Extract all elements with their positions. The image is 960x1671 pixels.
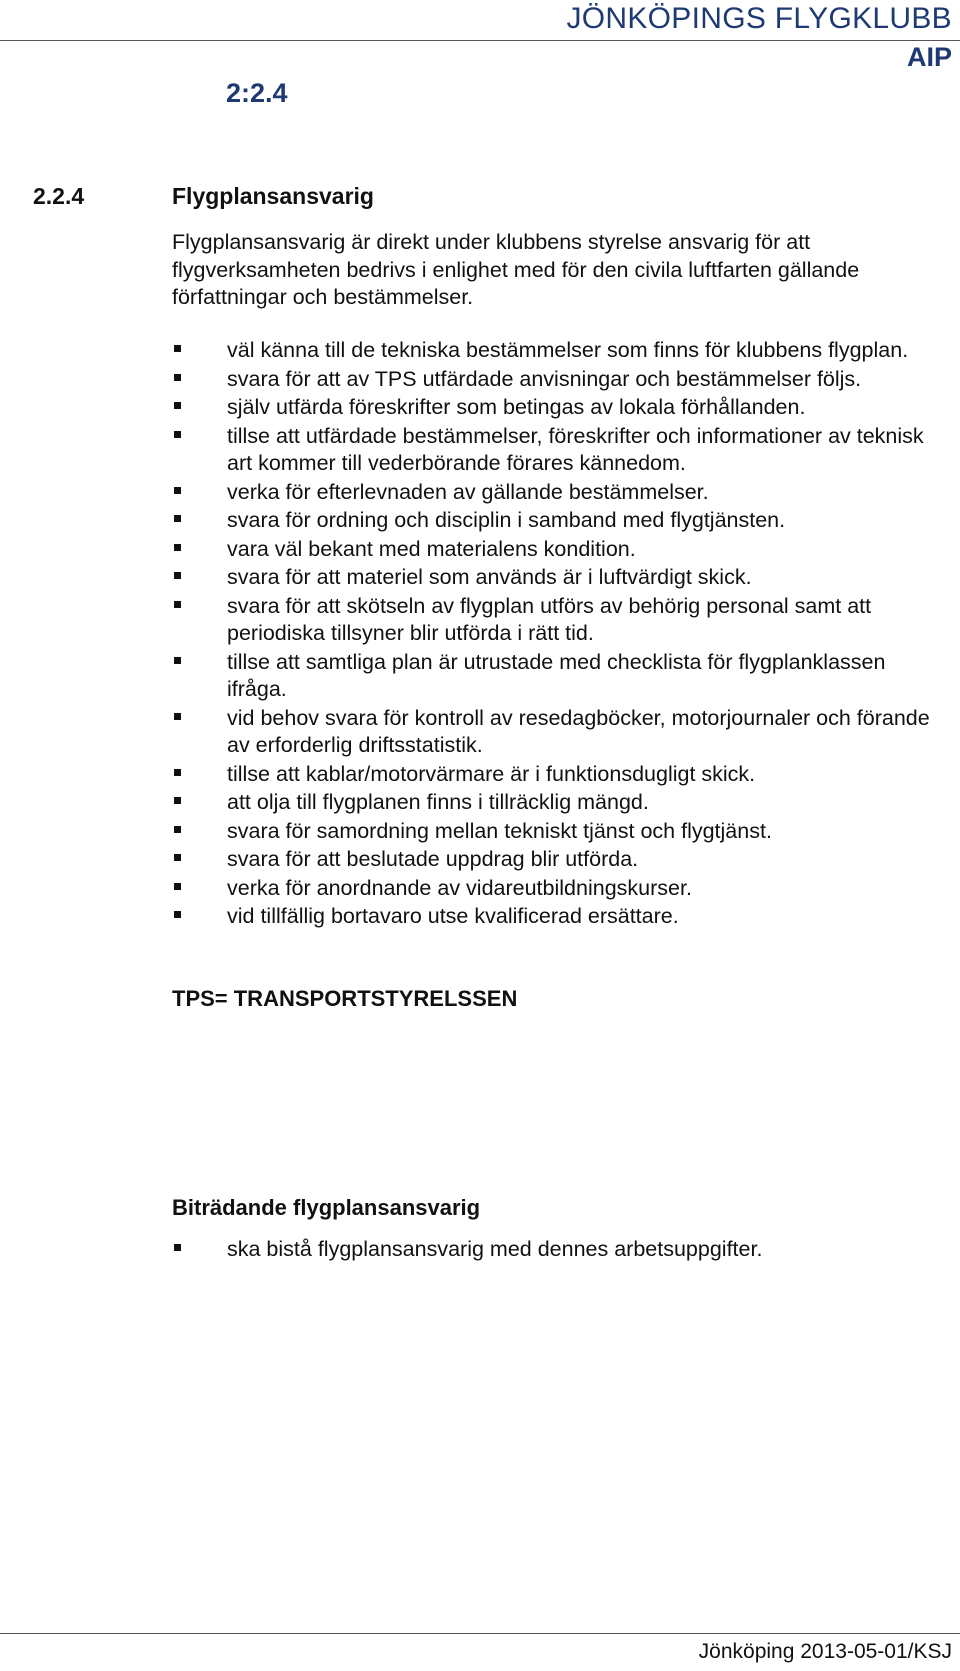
list-item xyxy=(172,705,942,760)
list-item xyxy=(172,761,942,789)
section-number: 2.2.4 xyxy=(33,183,85,209)
section-title: Flygplansansvarig xyxy=(172,183,374,209)
list-item-text: att olja till flygplanen finns i tillräcklig mängd. xyxy=(227,790,649,814)
list-item xyxy=(172,789,942,817)
list-item xyxy=(172,366,942,394)
organization-name: JÖNKÖPINGS FLYGKLUBB xyxy=(566,2,952,35)
list-item xyxy=(172,818,942,846)
list-item xyxy=(172,423,942,478)
footer-divider xyxy=(0,1633,960,1634)
document-code: AIP xyxy=(906,42,952,72)
list-item-text: verka för anordnande av vidareutbildningskurser. xyxy=(227,875,692,900)
list-item-text: svara för att skötseln av flygplan utförs av behörig personal samt att periodiska tillsyner blir utförda i rätt tid. xyxy=(227,593,872,645)
list-item-text: svara för att materiel som används är i luftvärdigt skick. xyxy=(227,565,752,589)
list-item xyxy=(172,1236,942,1264)
deputy-heading: Biträdande flygplansansvarig xyxy=(172,1195,481,1220)
list-item-text: vid tillfällig bortavaro utse kvalificerad ersättare. xyxy=(227,904,679,928)
square-bullet-icon xyxy=(174,601,181,608)
list-item-text: vara väl bekant med materialens kondition. xyxy=(227,536,636,561)
list-item xyxy=(172,564,942,592)
header-divider xyxy=(0,40,960,41)
list-item xyxy=(172,507,942,535)
square-bullet-icon xyxy=(174,826,181,833)
list-item xyxy=(172,875,942,903)
section-intro-paragraph: Flygplansansvarig är direkt under klubbens styrelse ansvarig för att flygverksamheten bedrivs i enlighet med för den civila luftfarten gällande författningar och bestämmelser. xyxy=(172,230,860,309)
list-item xyxy=(172,649,942,704)
list-item-text: svara för samordning mellan tekniskt tjänst och flygtjänst. xyxy=(227,818,772,843)
square-bullet-icon xyxy=(174,911,181,918)
list-item-text: ska bistå flygplansansvarig med dennes arbetsuppgifter. xyxy=(227,1237,763,1261)
page-number: 2:2.4 xyxy=(226,78,288,108)
list-item xyxy=(172,846,942,874)
list-item xyxy=(172,903,942,931)
square-bullet-icon xyxy=(174,713,181,720)
square-bullet-icon xyxy=(174,515,181,522)
square-bullet-icon xyxy=(174,345,181,352)
list-item-text: svara för ordning och disciplin i samband med flygtjänsten. xyxy=(227,508,786,532)
square-bullet-icon xyxy=(174,402,181,409)
square-bullet-icon xyxy=(174,1244,181,1251)
footer-text: Jönköping 2013-05-01/KSJ xyxy=(698,1640,952,1663)
list-item xyxy=(172,394,942,422)
square-bullet-icon xyxy=(174,769,181,776)
list-item xyxy=(172,593,942,648)
square-bullet-icon xyxy=(174,487,181,494)
deputy-duty-list xyxy=(172,1236,942,1264)
list-item xyxy=(172,536,942,564)
duty-list xyxy=(172,337,942,932)
list-item-text: verka för efterlevnaden av gällande bestämmelser. xyxy=(227,479,709,504)
square-bullet-icon xyxy=(174,854,181,861)
abbreviation-note: TPS= TRANSPORTSTYRELSSEN xyxy=(172,986,518,1011)
list-item-text: tillse att samtliga plan är utrustade med checklista för flygplanklassen ifråga. xyxy=(227,649,886,701)
square-bullet-icon xyxy=(174,883,181,890)
list-item-text: svara för att beslutade uppdrag blir utförda. xyxy=(227,847,639,871)
square-bullet-icon xyxy=(174,572,181,579)
list-item-text: vid behov svara för kontroll av resedagböcker, motorjournaler och förande av erforderlig driftsstatistik. xyxy=(227,705,930,757)
list-item-text: väl känna till de tekniska bestämmelser som finns för klubbens flygplan. xyxy=(227,338,909,362)
square-bullet-icon xyxy=(174,374,181,381)
list-item-text: tillse att utfärdade bestämmelser, föreskrifter och informationer av teknisk art kommer till vederbörande förares kännedom. xyxy=(227,423,924,475)
square-bullet-icon xyxy=(174,657,181,664)
square-bullet-icon xyxy=(174,544,181,551)
list-item-text: själv utfärda föreskrifter som betingas av lokala förhållanden. xyxy=(227,395,806,419)
list-item xyxy=(172,479,942,507)
list-item xyxy=(172,337,942,365)
square-bullet-icon xyxy=(174,431,181,438)
list-item-text: tillse att kablar/motorvärmare är i funktionsdugligt skick. xyxy=(227,761,756,786)
square-bullet-icon xyxy=(174,797,181,804)
list-item-text: svara för att av TPS utfärdade anvisningar och bestämmelser följs. xyxy=(227,366,862,391)
